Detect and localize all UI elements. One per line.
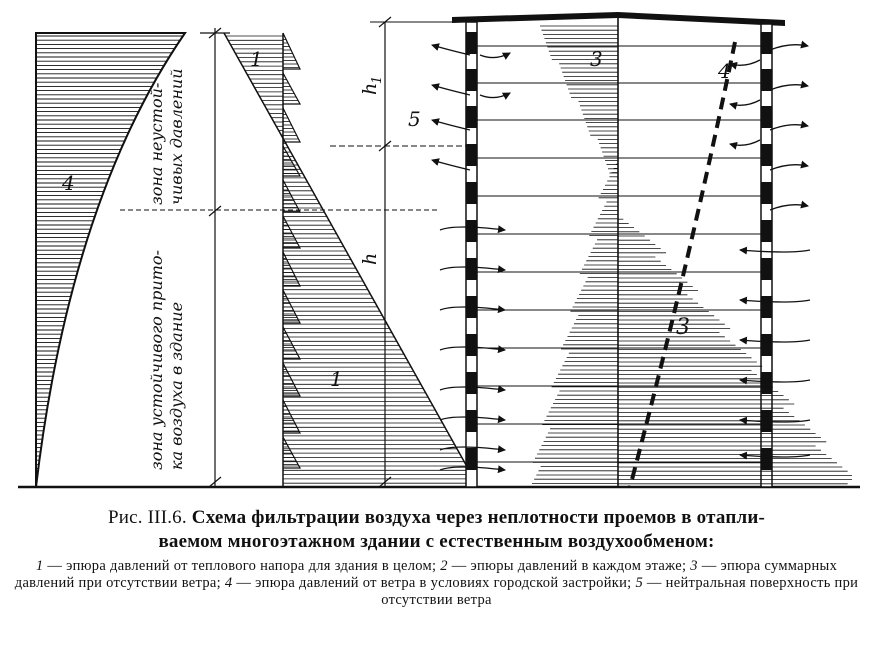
label-epure-1-mid: 1 — [330, 367, 343, 391]
airflow-arrow — [480, 53, 510, 58]
wall-pier — [761, 296, 772, 318]
wall-pier — [761, 334, 772, 356]
caption-title — [10, 506, 863, 554]
caption-legend — [10, 558, 863, 609]
building — [452, 12, 785, 487]
airflow-arrow — [740, 340, 810, 342]
label-epure-1-top: 1 — [250, 47, 263, 71]
floor-epure — [283, 400, 300, 433]
wall-pier — [761, 106, 772, 128]
wall-pier — [761, 182, 772, 204]
wall-pier — [466, 106, 477, 128]
legend-item-4: 4 — эпюра давлений от ветра в условиях городской застройки; — [224, 575, 636, 591]
airflow-arrow — [730, 60, 760, 65]
wall-pier — [761, 144, 772, 166]
zone-unstable-line1: зона неустой- — [147, 82, 166, 205]
airflow-arrow — [730, 100, 760, 105]
wall-pier — [466, 334, 477, 356]
legend-item-5: 5 — нейтральная поверхность при отсутствии ветра — [381, 575, 859, 608]
caption-title-line1: Схема фильтрации воздуха через неплотности проемов в отапли- — [191, 507, 766, 528]
wall-pier — [466, 258, 477, 280]
wall-pier — [761, 220, 772, 242]
label-epure-4-right: 4 — [718, 59, 731, 83]
floor-epure — [283, 437, 300, 468]
airflow-arrow — [740, 300, 810, 302]
label-h1-subscript: 1 — [370, 75, 385, 84]
airflow-arrow — [770, 45, 808, 50]
airflow-arrow — [432, 160, 470, 170]
thermal-head-epure — [224, 33, 470, 487]
airflow-arrow — [770, 205, 808, 210]
figure-caption — [10, 506, 863, 609]
wind-epure-curve — [630, 42, 735, 487]
wall-pier — [466, 32, 477, 54]
legend-item-1: 1 — эпюра давлений от теплового напора для здания в целом; — [35, 558, 441, 574]
airflow-arrow — [480, 93, 510, 98]
airflow-arrow — [432, 85, 470, 95]
airflow-arrow — [432, 45, 470, 55]
wall-pier — [761, 69, 772, 91]
airflow-arrow — [730, 140, 760, 145]
label-epure-3-top: 3 — [590, 47, 603, 71]
wall-pier — [466, 220, 477, 242]
floor-epure — [283, 363, 300, 396]
label-h1: h — [359, 82, 381, 95]
figure-number: Рис. III.6. — [107, 507, 187, 528]
caption-title-line2: ваемом многоэтажном здании с естественным воздухообменом: — [158, 531, 715, 552]
label-epure-3-bottom: 3 — [676, 315, 690, 340]
airflow-arrow — [740, 380, 810, 382]
airflow-arrow — [432, 120, 470, 130]
wall-pier — [466, 144, 477, 166]
legend-item-3: 3 — эпюра суммарных давлений при отсутствии ветра; — [14, 558, 838, 591]
wall-pier — [466, 69, 477, 91]
airflow-arrow — [770, 165, 808, 170]
airflow-arrow — [770, 125, 808, 130]
wall-pier — [466, 410, 477, 432]
floor-epure — [283, 73, 300, 104]
label-neutral-5: 5 — [408, 107, 421, 131]
airflow-arrow — [740, 455, 810, 457]
wall-pier — [466, 372, 477, 394]
summary-pressure-epure — [532, 26, 852, 484]
wall-pier — [761, 258, 772, 280]
wall-pier — [761, 32, 772, 54]
zone-stable-line1: зона устойчивого прито- — [147, 250, 166, 470]
label-h: h — [359, 252, 381, 265]
wall-pier — [466, 182, 477, 204]
airflow-arrow — [770, 85, 808, 90]
legend-item-2: 2 — эпюры давлений в каждом этаже; — [440, 558, 691, 574]
airflow-arrow — [740, 250, 810, 252]
zone-unstable-line2: чивых давлений — [167, 68, 186, 205]
zone-stable-line2: ка воздуха в здание — [167, 301, 186, 470]
label-epure-4-left: 4 — [62, 171, 75, 195]
